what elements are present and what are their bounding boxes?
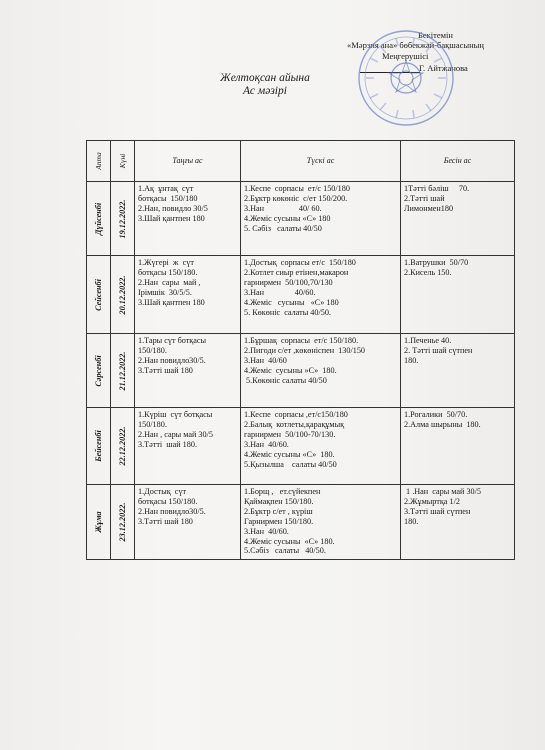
day-cell: Жұма <box>87 485 111 560</box>
title-menu: Ас мәзірі <box>243 85 287 97</box>
menu-item: 1.Достық сорпасы ет/с 150/180 <box>244 258 356 267</box>
menu-item: 2.Нан сары май , <box>138 277 201 287</box>
menu-item: 2.Нан повидло30/5. <box>138 506 206 516</box>
lunch-cell <box>241 485 401 560</box>
header-snack: Бесін ас <box>401 141 515 182</box>
menu-item: 180. <box>404 355 419 365</box>
menu-item: 3.Нан 40/60 <box>244 355 287 365</box>
day-cell: Сейсенбі <box>87 256 111 334</box>
date-cell: 23.12.2022. <box>111 485 135 560</box>
table-row <box>87 334 515 408</box>
menu-item: 3.Тәтті шай 180. <box>138 439 197 449</box>
menu-item: 2.Балық котлеты,қарақұмық <box>244 419 345 429</box>
menu-item: 3.Нан 40/60. <box>244 439 289 449</box>
menu-item: 1.Күріш сүт ботқасы <box>138 410 213 419</box>
menu-item: 3.Шай қантпен 180 <box>138 297 205 307</box>
table-header-row <box>87 141 515 182</box>
breakfast-cell <box>135 334 241 408</box>
menu-item: 1.Достық сүт <box>138 487 187 496</box>
menu-item: 4.Жеміс сусыны «С» 180. <box>244 449 335 459</box>
approval-heading: Бекітемін <box>418 30 453 40</box>
menu-item: 3.Нан 40/60. <box>244 526 289 536</box>
menu-item: 2.Бұктр с/ет , күріш <box>244 506 313 516</box>
menu-item: ботқасы 150/180 <box>138 193 198 203</box>
menu-item: 1.Рогалики 50/70. <box>404 410 468 419</box>
snack-cell <box>401 182 515 256</box>
day-cell: Сәрсенбі <box>87 334 111 408</box>
menu-item: 2.Жұмыртқа 1/2 <box>404 496 460 506</box>
menu-item: 2.Кисель 150. <box>404 267 452 277</box>
table-row <box>87 256 515 334</box>
menu-item: 4.Жеміс сусыны »С» 180. <box>244 365 337 375</box>
menu-item: 1.Борщ , ет.сүйекпен <box>244 487 321 496</box>
menu-item: 1.Бұршақ сорпасы ет/с 150/180. <box>244 336 359 345</box>
table-row <box>87 182 515 256</box>
breakfast-cell <box>135 256 241 334</box>
date-cell: 22.12.2022. <box>111 408 135 485</box>
menu-table-body <box>87 182 515 560</box>
menu-item: 2.Нан , сары май 30/5 <box>138 429 213 439</box>
lunch-cell <box>241 408 401 485</box>
menu-item: 3.Тәтті шай 180 <box>138 365 193 375</box>
menu-item: 2.Нан повидло30/5. <box>138 355 206 365</box>
table-row <box>87 485 515 560</box>
snack-cell <box>401 408 515 485</box>
menu-item: 1.Жүгері ж сүт <box>138 258 194 267</box>
menu-item: 180. <box>404 516 419 526</box>
menu-item: 5.Сәбіз салаты 40/50. <box>244 546 326 556</box>
menu-item: 3.Тәтті шай 180 <box>138 516 193 526</box>
header-breakfast: Таңғы ас <box>135 141 241 182</box>
menu-item: гарнирмен 50/100-70/130. <box>244 429 336 439</box>
menu-item: 5.Қызылша салаты 40/50 <box>244 459 337 469</box>
snack-cell <box>401 334 515 408</box>
menu-item: 3.Нан 40/ 60. <box>244 203 322 213</box>
breakfast-cell <box>135 485 241 560</box>
menu-item: 2. Тәтті шай сүтпен <box>404 345 473 355</box>
menu-item: 4.Жеміс сусыны «С» 180. <box>244 536 335 546</box>
menu-item: Ірімшік 30/5/5. <box>138 287 192 297</box>
menu-item: гарнирмен 50/100,70/130 <box>244 277 333 287</box>
menu-item: 2.Тәтті шай <box>404 193 445 203</box>
approval-name: Г. Айтжанова <box>419 63 468 73</box>
date-cell: 21.12.2022. <box>111 334 135 408</box>
title-month: Желтоқсан айына <box>220 72 310 84</box>
menu-item: 2.Пигоди с/ет ,көкөніспен 130/150 <box>244 345 366 355</box>
breakfast-cell <box>135 182 241 256</box>
lunch-cell <box>241 334 401 408</box>
snack-cell <box>401 485 515 560</box>
document-title <box>195 72 335 98</box>
approval-organization: «Мәрзия ана» бөбекжай-бақшасының <box>347 40 484 50</box>
menu-item: Лимонмен180 <box>404 203 454 213</box>
table-row <box>87 408 515 485</box>
menu-item: 2.Алма шырыны 180. <box>404 419 481 429</box>
menu-item: Қаймақпен 150/180. <box>244 496 314 506</box>
menu-item: 1.Ақ ұнтақ сүт <box>138 184 194 193</box>
menu-table <box>86 140 515 560</box>
menu-item: 5. Көкөніс салаты 40/50. <box>244 307 331 317</box>
menu-item: ботқасы 150/180. <box>138 267 198 277</box>
date-cell: 20.12.2022. <box>111 256 135 334</box>
menu-item: 1.Печенье 40. <box>404 336 452 345</box>
header-date: Күні <box>111 141 135 182</box>
menu-item: 2.Котлет сиыр етінен,макарон <box>244 267 349 277</box>
menu-item: 5. Сәбіз салаты 40/50 <box>244 223 322 233</box>
lunch-cell <box>241 256 401 334</box>
menu-item: Гарнирмен 150/180. <box>244 516 314 526</box>
menu-item: 1.Ватрушки 50/70 <box>404 258 469 267</box>
official-stamp-icon <box>356 28 456 128</box>
menu-item: 3.Тәтті шай сүтпен <box>404 506 471 516</box>
menu-item: 1.Кеспе сорпасы ет/с 150/180 <box>244 184 350 193</box>
day-cell: Бейсенбі <box>87 408 111 485</box>
menu-item: 1 .Нан сары май 30/5 <box>404 487 482 496</box>
menu-item: 5.Көкөніс салаты 40/50 <box>244 375 327 385</box>
menu-item: 4.Жеміс сусыны «С» 180 <box>244 297 339 307</box>
approval-position: Меңгерушісі <box>382 51 429 61</box>
date-cell: 19.12.2022. <box>111 182 135 256</box>
day-cell: Дүйсенбі <box>87 182 111 256</box>
menu-item: 1.Тары сүт ботқасы <box>138 336 207 345</box>
menu-item: 2.Бұктр көкөніс с/ет 150/200. <box>244 193 348 203</box>
menu-item: 3.Шай қантпен 180 <box>138 213 205 223</box>
menu-item: 150/180. <box>138 345 167 355</box>
lunch-cell <box>241 182 401 256</box>
menu-item: 1Тәтті бәліш 70. <box>404 184 470 193</box>
breakfast-cell <box>135 408 241 485</box>
menu-item: 2.Нан, повидло 30/5 <box>138 203 208 213</box>
header-week: Апта <box>87 141 111 182</box>
menu-item: ботқасы 150/180. <box>138 496 198 506</box>
menu-item: 4.Жеміс сусыны «С» 180 <box>244 213 331 223</box>
menu-item: 1.Кеспе сорпасы ,ет/с150/180 <box>244 410 348 419</box>
header-lunch: Түскі ас <box>241 141 401 182</box>
snack-cell <box>401 256 515 334</box>
menu-item: 150/180. <box>138 419 167 429</box>
menu-item: 3.Нан 40/60. <box>244 287 316 297</box>
